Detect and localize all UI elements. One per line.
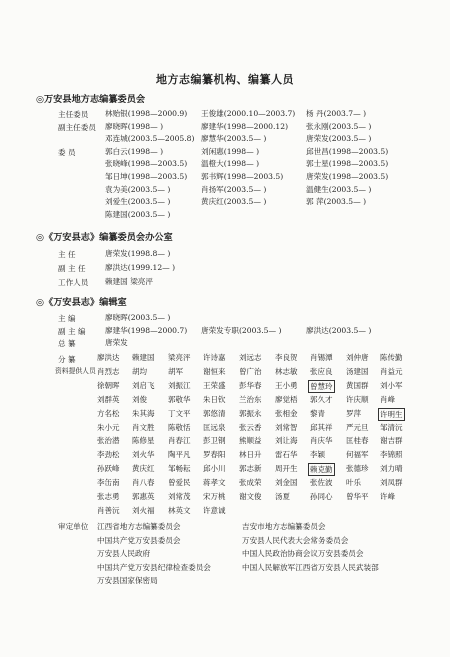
person-name: 郭志新	[239, 464, 262, 474]
member-entry: 温橙大(1998— )	[201, 159, 260, 169]
member-entry: 肖扬军(2003.5— )	[201, 184, 267, 194]
person-name: 郭久才	[310, 394, 333, 404]
member-entry: 廖洪达(2003.5— )	[306, 325, 372, 335]
reviewing-unit: 吉安市地方志编纂委员会	[242, 522, 326, 531]
person-name: 王小勇	[275, 380, 298, 390]
person-name: 刘金国	[275, 478, 298, 488]
member-entry: 张晓峰(1998—2003.5)	[105, 159, 188, 169]
person-name: 谢恒来	[203, 366, 226, 376]
person-name: 彭卫钢	[203, 436, 226, 446]
person-name: 李缶南	[97, 478, 120, 488]
person-name: 赖建国	[132, 353, 155, 362]
member-entry: 唐荣发专职(2003.5— )	[201, 325, 282, 335]
person-name: 许明生	[380, 409, 403, 419]
person-name: 刘火华	[132, 450, 155, 460]
role-label: 主 任	[58, 250, 76, 259]
person-name: 邹畅耘	[168, 464, 191, 474]
role-label: 副 主 任	[58, 264, 86, 273]
role-label: 工作人员	[58, 278, 89, 287]
person-name: 邹清沅	[380, 422, 403, 432]
member-entry: 陈建国(2003.5— )	[105, 209, 171, 219]
person-name: 曾爱民	[168, 478, 191, 488]
person-name: 许庆顺	[346, 394, 369, 404]
member-entry: 袁为美(2003.5— )	[105, 184, 171, 194]
member-entry: 廖慧华(2003.5— )	[201, 134, 267, 144]
member-entry: 唐荣发(1998.8— )	[105, 249, 171, 258]
person-name: 匡桂春	[346, 436, 369, 446]
person-name: 陈修星	[132, 436, 155, 446]
person-name: 刘力晴	[380, 464, 403, 474]
reviewing-unit: 万安县人民代表大会常务委员会	[242, 535, 349, 545]
role-label: 副主任委员	[58, 122, 96, 132]
person-name: 刘仲唐	[346, 353, 369, 362]
person-name: 刘火福	[132, 505, 155, 515]
person-name: 汤夏	[275, 492, 290, 501]
role-label: 副 主 编	[58, 326, 86, 336]
person-name: 朱小元	[97, 422, 120, 432]
member-entry: 张永刚(2003.5— )	[306, 121, 372, 131]
member-entry: 林贻银(1998—2000.9)	[105, 109, 188, 118]
member-entry: 唐荣发(1998—2003.5)	[306, 172, 389, 181]
person-name: 熊顺益	[239, 436, 262, 446]
person-name: 刘凤群	[380, 478, 403, 488]
person-name: 李良贺	[275, 353, 298, 362]
member-entry: 刘爱生(2003.5— )	[105, 197, 171, 207]
member-entry: 廖晓晖(1998— )	[105, 121, 164, 131]
member-entry: 杨 丹(2003.7— )	[306, 109, 367, 118]
person-name: 许诗嘉	[203, 353, 226, 362]
person-name: 陈敬恬	[168, 422, 191, 432]
member-entry: 廖晓晖(2003.5— )	[105, 313, 171, 322]
person-name: 刘群英	[97, 394, 120, 404]
person-name: 邱小川	[203, 464, 226, 474]
section-heading-committee: ◎万安县地方志编纂委员会	[36, 94, 146, 105]
person-name: 徐朝晖	[97, 380, 120, 390]
person-name: 丁文平	[168, 408, 191, 418]
reviewing-unit: 江西省地方志编纂委员会	[97, 522, 181, 531]
grid-label-branch-editors: 分 纂	[58, 355, 76, 364]
person-name: 肖文胜	[132, 422, 155, 432]
person-name: 肖益元	[380, 366, 403, 376]
person-name: 张佐波	[310, 478, 333, 488]
person-name: 彭华春	[239, 380, 262, 390]
section-heading-office: ◎《万安县志》编纂委员会办公室	[36, 232, 173, 243]
member-entry: 刘闲惠(1998— )	[201, 146, 260, 156]
person-name: 郭惠英	[132, 492, 155, 501]
person-name: 许意诚	[203, 505, 226, 515]
person-name: 方名松	[97, 408, 120, 418]
person-name: 肖庆华	[310, 436, 333, 446]
person-name: 刘让海	[275, 436, 298, 446]
member-entry: 廖洪达(1999.12— )	[105, 263, 176, 272]
member-entry: 廖建华(1998—2000.7)	[105, 325, 188, 335]
person-name: 郭敬华	[168, 394, 191, 404]
person-name: 匡远泉	[203, 422, 226, 432]
person-name: 李颖	[310, 450, 325, 460]
person-name: 叶乐	[346, 478, 361, 488]
person-name: 刘启飞	[132, 380, 155, 390]
person-name: 谢吉群	[380, 436, 403, 446]
person-name: 何福军	[346, 450, 369, 460]
person-name: 张志勇	[97, 492, 120, 501]
role-label: 主任委员	[58, 110, 89, 119]
person-name: 汤建国	[346, 366, 369, 376]
person-name: 黎青	[310, 408, 325, 418]
person-name: 罗春阳	[203, 450, 226, 460]
member-entry: 王俊雄(2000.10—2003.7)	[201, 109, 296, 118]
person-name: 肖春江	[168, 436, 191, 446]
person-name: 李锦照	[380, 450, 403, 460]
person-name: 陈传勤	[380, 353, 403, 362]
member-entry: 温健生(2003.5— )	[306, 184, 372, 194]
person-name: 张云香	[239, 422, 262, 432]
person-name: 许峰	[380, 492, 395, 501]
person-name: 廖洪达	[97, 353, 120, 362]
member-entry: 郭白云(1998— )	[105, 146, 164, 156]
person-name: 蒋孝文	[203, 478, 226, 488]
member-entry: 邱世昌(1998—2003.5)	[306, 146, 389, 156]
person-name: 刘俊	[132, 394, 147, 404]
person-name: 刘小军	[380, 380, 403, 390]
member-entry: 郭 萍(2003.5— )	[306, 197, 367, 207]
person-name: 张德珍	[346, 464, 369, 474]
person-name: 肖峰	[380, 394, 395, 404]
person-name: 朱其海	[132, 408, 155, 418]
person-name: 孙跃峰	[97, 464, 120, 474]
person-name: 刘远志	[239, 353, 262, 362]
person-name: 曾华平	[346, 492, 369, 501]
person-name: 孙同心	[310, 492, 333, 501]
person-name: 梁亮泙	[168, 353, 191, 362]
person-name: 张治潜	[97, 436, 120, 446]
person-name: 肖善沅	[97, 505, 120, 515]
person-name: 宋万桃	[203, 492, 226, 501]
member-entry: 邓连城(2003.5—2005.8)	[105, 134, 195, 144]
reviewing-unit: 中国共产党万安县纪律检查委员会	[97, 562, 211, 572]
person-name: 雷石华	[275, 450, 298, 460]
person-name: 肖锡潭	[310, 353, 333, 362]
reviewing-unit: 中国人民政治协商会议万安县委员会	[242, 549, 364, 559]
person-name: 肖八春	[132, 478, 155, 488]
person-name: 刘常智	[275, 422, 298, 432]
person-name: 刘振江	[168, 380, 191, 390]
reviewing-unit: 中国共产党万安县委员会	[97, 535, 181, 545]
person-name: 朱日钦	[203, 394, 226, 404]
person-name: 严元旦	[346, 422, 369, 432]
page-title: 地方志编纂机构、编纂人员	[156, 73, 294, 86]
member-entry: 廖建华(1998—2000.12)	[201, 121, 289, 131]
reviewing-unit: 万安县人民政府	[97, 549, 151, 559]
person-name: 刘常茂	[168, 492, 191, 501]
person-name: 兰治东	[239, 394, 262, 404]
person-name: 黄庆红	[132, 464, 155, 474]
member-entry: 邹日坤(1998—2003.5)	[105, 172, 188, 181]
person-name: 张成荣	[239, 478, 262, 488]
role-label: 总 纂	[58, 339, 76, 349]
person-name: 林英文	[168, 505, 191, 515]
reviewing-unit: 中国人民解放军江西省万安县人民武装部	[242, 562, 379, 572]
person-name: 谢文俊	[239, 492, 262, 501]
member-entry: 郭书辉(1998—2003.5)	[201, 172, 284, 181]
role-label: 主 编	[58, 314, 76, 323]
grid-label-data-providers: 资料提供人员	[55, 367, 96, 375]
member-entry: 郭士星(1998—2003.5)	[306, 159, 389, 169]
person-name: 廖觉梧	[275, 394, 298, 404]
person-name: 曾广治	[239, 366, 262, 376]
person-name: 邱其祥	[310, 422, 333, 432]
reviewing-unit: 万安县国家保密局	[97, 576, 158, 586]
section-heading-editorial: ◎《万安县志》编辑室	[36, 297, 127, 308]
person-name: 张相金	[275, 408, 298, 418]
person-name: 周开生	[275, 464, 298, 474]
person-name: 李劲松	[97, 450, 120, 460]
person-name: 林日升	[239, 450, 262, 460]
person-name: 胡均	[132, 366, 147, 376]
person-name: 罗萍	[346, 408, 361, 418]
person-name: 陶平凡	[168, 450, 191, 460]
person-name: 林志敏	[275, 366, 298, 376]
member-entry: 黄庆红(2003.5— )	[201, 197, 267, 207]
units-label: 审定单位	[58, 522, 89, 531]
person-name: 王荣盛	[203, 380, 226, 390]
member-entry: 赖建国 梁亮泙	[105, 277, 153, 286]
person-name: 郭振永	[239, 408, 262, 418]
role-label: 委 员	[58, 147, 76, 157]
person-name: 肖烈志	[97, 366, 120, 376]
person-name: 郭悠清	[203, 408, 226, 418]
person-name: 赖克勤	[310, 465, 333, 475]
person-name: 胡军	[168, 366, 183, 376]
person-name: 曾慧玲	[310, 381, 333, 391]
person-name: 黄国群	[346, 380, 369, 390]
person-name: 张应良	[310, 366, 333, 376]
member-entry: 唐荣发(2003.5— )	[306, 134, 372, 144]
member-entry: 唐荣发	[105, 338, 128, 348]
